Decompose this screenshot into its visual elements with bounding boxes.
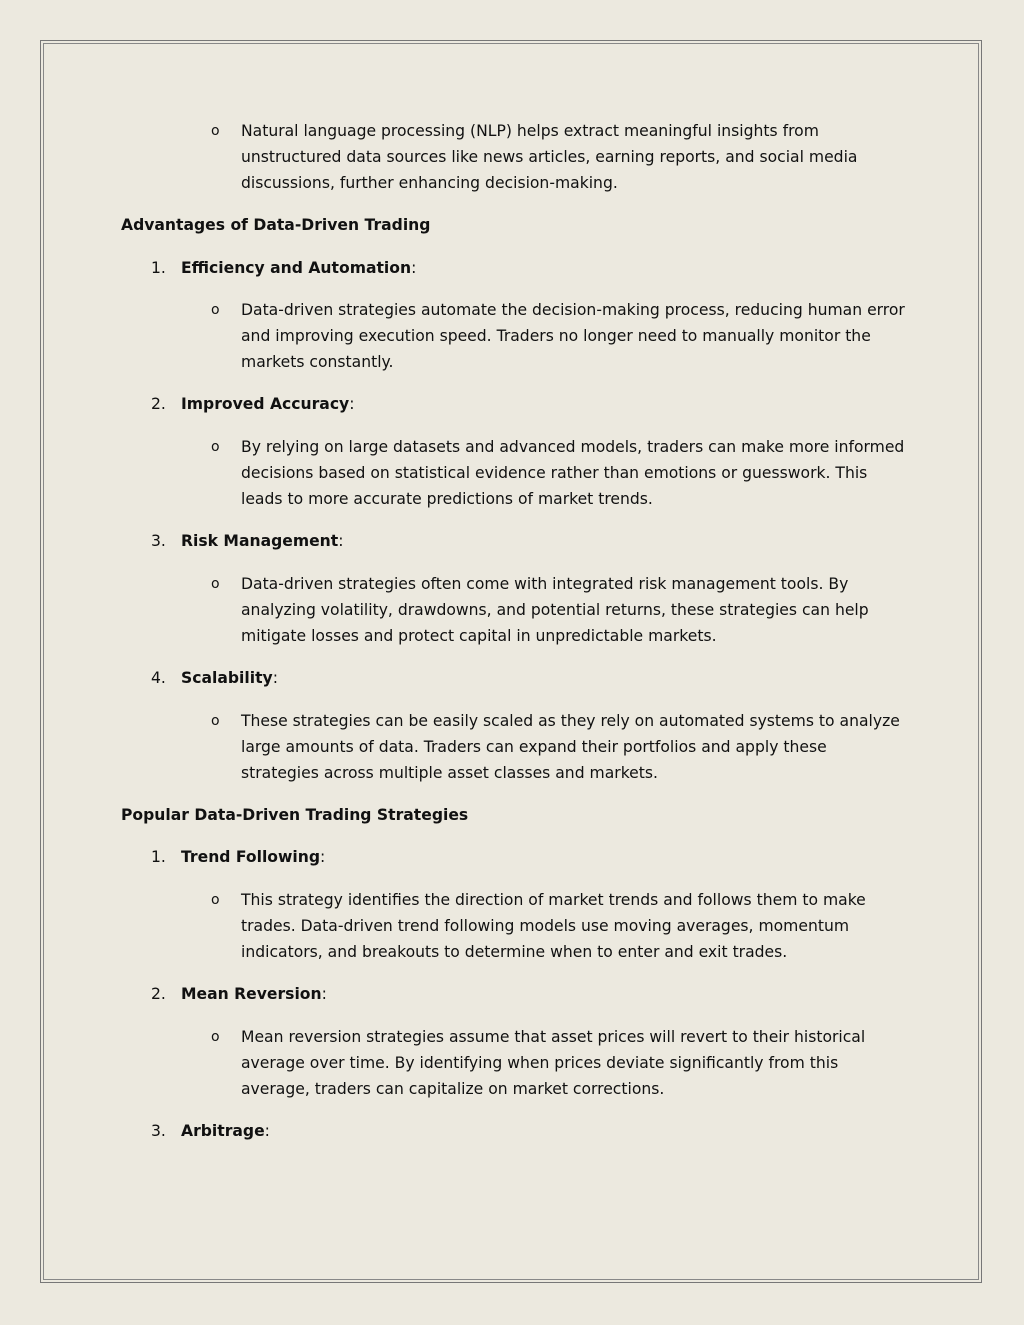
list-item-scalability [151,666,278,692]
item-colon: : [349,395,355,413]
item-number: 3. [151,1122,166,1140]
item-colon: : [338,532,344,550]
bullet-text: Data-driven strategies automate the decision-making process, reducing human error and improving execution speed. Traders no longer need to manually monitor the markets constantly. [241,301,905,371]
bullet-marker: o [211,302,220,318]
bullet-risk [211,572,906,649]
bullet-marker: o [211,713,220,729]
bullet-trend [211,888,906,965]
heading-advantages: Advantages of Data-Driven Trading [121,216,431,234]
item-number: 2. [151,985,166,1003]
item-number: 1. [151,259,166,277]
list-item-accuracy [151,392,355,418]
bullet-text: This strategy identifies the direction of market trends and follows them to make trades. Data-driven trend following models use moving averages, momentum indicators, and breakouts to determine when to enter and exit trades. [241,891,866,961]
item-label: Arbitrage [181,1122,265,1140]
item-colon: : [321,985,327,1003]
list-item-risk [151,529,343,555]
list-item-arbitrage [151,1119,270,1145]
item-label: Improved Accuracy [181,395,350,413]
bullet-text: Natural language processing (NLP) helps extract meaningful insights from unstructured data sources like news articles, earning reports, and social media discussions, further enhancing decision-making. [241,122,858,192]
bullet-text: By relying on large datasets and advanced models, traders can make more informed decisions based on statistical evidence rather than emotions or guesswork. This leads to more accurate predictions of market trends. [241,438,905,508]
bullet-text: Data-driven strategies often come with integrated risk management tools. By analyzing volatility, drawdowns, and potential returns, these strategies can help mitigate losses and protect capital in unpredictable markets. [241,575,869,645]
bullet-text: These strategies can be easily scaled as they rely on automated systems to analyze large amounts of data. Traders can expand their portfolios and apply these strategies across multiple asset classes and markets. [241,712,900,782]
bullet-marker: o [211,439,220,455]
item-number: 3. [151,532,166,550]
item-number: 4. [151,669,166,687]
item-colon: : [264,1122,270,1140]
bullet-text: Mean reversion strategies assume that asset prices will revert to their historical average over time. By identifying when prices deviate significantly from this average, traders can capitalize on market corrections. [241,1028,866,1098]
list-item-trend [151,845,325,871]
item-number: 1. [151,848,166,866]
item-label: Mean Reversion [181,985,322,1003]
item-label: Efficiency and Automation [181,259,412,277]
bullet-marker: o [211,576,220,592]
item-colon: : [272,669,278,687]
item-label: Risk Management [181,532,339,550]
item-number: 2. [151,395,166,413]
bullet-scalability [211,709,906,786]
bullet-efficiency [211,298,906,375]
bullet-marker: o [211,123,220,139]
item-label: Trend Following [181,848,321,866]
bullet-accuracy [211,435,906,512]
list-item-efficiency [151,256,416,282]
bullet-marker: o [211,892,220,908]
item-colon: : [411,259,417,277]
heading-popular: Popular Data-Driven Trading Strategies [121,806,469,824]
bullet-nlp [211,119,906,196]
item-colon: : [320,848,326,866]
bullet-mean-reversion [211,1025,906,1102]
list-item-mean-reversion [151,982,327,1008]
bullet-marker: o [211,1029,220,1045]
item-label: Scalability [181,669,273,687]
